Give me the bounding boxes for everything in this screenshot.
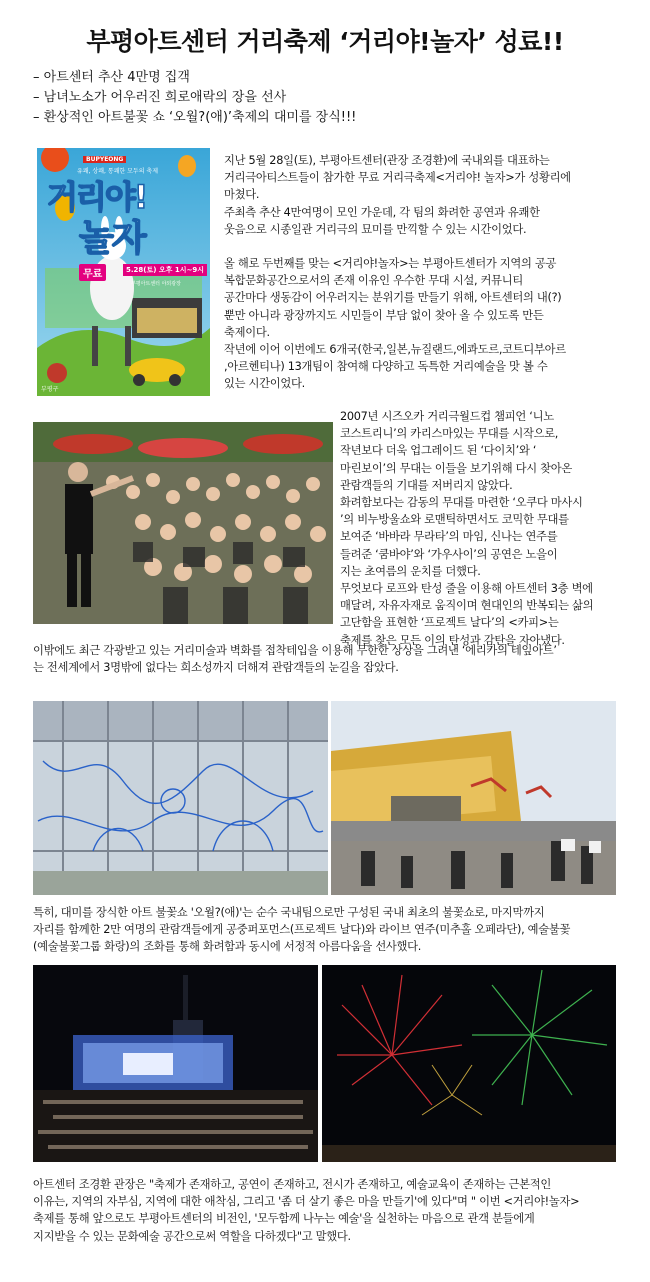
text-line: 특히, 대미를 장식한 아트 불꽃쇼 '오월?(애)'는 순수 국내팀으로만 구성된 국내 최초의 불꽃쇼로, 마지막까지 [33, 906, 545, 919]
poster-free-badge: 무료 [79, 264, 106, 281]
text-line: 지는 초여름의 운치를 더했다. [340, 564, 481, 578]
text-line: 축제를 찾은 모든 이의 탄성과 감탄을 자아냈다. [340, 633, 565, 647]
tape-art-glass-photo [33, 701, 328, 895]
paragraph-tape-art [33, 642, 643, 676]
bullet-item: – 아트센터 추산 4만명 집객 [33, 70, 190, 85]
text-line: (예술불꽃그룹 화랑)의 조화를 통해 화려함과 동시에 서정적 아름다움을 선사했다. [33, 940, 422, 954]
text-line: 무엇보다 로프와 탄성 줄을 이용해 아트센터 3층 벽에 [340, 582, 593, 596]
text-line: 매달려, 자유자재로 움직이며 현대인의 반복되는 삶의 [340, 599, 594, 613]
text-line: 관람객들의 기대를 저버리지 않았다. [340, 478, 513, 492]
text-line: 는 전세계에서 3명밖에 없다는 희소성까지 더해져 관람객들의 눈길을 잡았다. [33, 661, 399, 675]
bullet-item: – 환상적인 아트불꽃 쇼 ‘오월?(애)’축제의 대미를 장식!!! [33, 110, 357, 125]
text-line: 아트센터 조경환 관장은 "축제가 존재하고, 공연이 존재하고, 전시가 존재하고, 예술교육이 존재하는 근본적인 [33, 1178, 551, 1191]
text-line: 이밖에도 최근 각광받고 있는 거리미술과 벽화를 접착테입을 이용해 무한한 상상을 그려낸 ‘에리카의 테잎아트’ [33, 644, 557, 657]
text-line: 마쳤다. [224, 188, 260, 202]
text-line: 2007년 시즈오카 거리극월드컵 챔피언 ‘니노 [340, 410, 554, 423]
fireworks-photo [322, 965, 616, 1162]
text-line: 이유는, 지역의 자부심, 지역에 대한 애착심, 그리고 '좀 더 살기 좋은 마을 만들기'에 있다"며 " 이번 <거리야!놀자> [33, 1195, 580, 1209]
poster-top-text: 유쾌, 상쾌, 통쾌한 모두의 축제 [77, 168, 158, 175]
poster-venue: 부평아트센터 야외광장 [131, 281, 181, 287]
text-line: 복합문화공간으로서의 존재 이유인 우수한 무대 시설, 커뮤니티 [224, 274, 523, 288]
poster-brand: BUPYEONG [83, 156, 126, 163]
poster-title-line1: 거리야! [47, 178, 147, 216]
night-concert-photo [33, 965, 318, 1162]
bullet-item: – 남녀노소가 어우러진 희로애락의 장을 선사 [33, 90, 287, 105]
festival-poster-image [37, 148, 210, 396]
text-line: 화려함보다는 감동의 무대를 마련한 ‘오쿠다 마사시 [340, 496, 583, 510]
poster-logo: 부평구 [41, 386, 59, 393]
text-line: 공간마다 생동감이 어우러지는 분위기를 만들기 위해, 아트센터의 내(?) [224, 291, 562, 305]
summary-bullets [33, 68, 633, 128]
paragraph-intro [224, 152, 629, 393]
text-line: 축제이다. [224, 325, 270, 339]
text-line: 작년에 이어 이번에도 6개국(한국,일본,뉴질랜드,에콰도르,코트디부아르 [224, 343, 566, 357]
poster-title-line2: 놀자 [79, 218, 145, 259]
text-line: 보여준 ‘바바라 무라타’의 마임, 신나는 연주를 [340, 530, 558, 544]
paragraph-director-quote [33, 1176, 643, 1245]
text-line: 축제를 통해 앞으로도 부평아트센터의 비전인, '모두함께 나누는 예술'을 실천하는 마음으로 관객 분들에게 [33, 1212, 535, 1226]
text-line: 올 해로 두번째를 맞는 <거리야!놀자>는 부평아트센터가 지역의 공공 [224, 257, 557, 271]
text-line: ’의 비누방울쇼와 로맨틱하면서도 코믹한 무대를 [340, 513, 569, 527]
text-line: ,아르헨티나) 13개팀이 참여해 다양하고 독특한 거리예술을 맛 볼 수 [224, 360, 548, 374]
poster-date: 5.28(토) 오후 1시~9시 [123, 264, 207, 276]
text-line: 고단함을 표현한 ‘프로젝트 날다’의 <카피>는 [340, 616, 559, 630]
text-line: 있는 시간이었다. [224, 377, 305, 391]
text-line: 코스트리니’의 카리스마있는 무대를 시작으로, [340, 427, 559, 441]
text-line: 마린보이’의 무대는 이들을 보기위해 다시 찾아온 [340, 461, 573, 475]
text-line: 들려준 ‘쿰바야’와 ‘가우사이’의 공연은 노을이 [340, 547, 558, 561]
text-line: 지난 5월 28일(토), 부평아트센터(관장 조경환)에 국내외를 대표하는 [224, 154, 550, 167]
paragraph-performances [340, 408, 640, 649]
text-line: 자리를 함께한 2만 여명의 관람객들에게 공중퍼포먼스(프로젝트 날다)와 라이브 연주(미추홀 오페라단), 예술불꽃 [33, 923, 571, 937]
text-line: 작년보다 더욱 업그레이드 된 ‘다이치’와 ‘ [340, 444, 537, 458]
art-center-building-photo [331, 701, 616, 895]
text-line: 지지받을 수 있는 문화예술 공간으로써 역할을 다하겠다"고 말했다. [33, 1229, 351, 1243]
text-line: 웃음으로 시종일관 거리극의 묘미를 만끽할 수 있는 시간이었다. [224, 222, 527, 236]
text-line: 주최측 추산 4만여명이 모인 가운데, 각 팀의 화려한 공연과 유쾌한 [224, 205, 540, 219]
street-performance-photo [33, 422, 333, 624]
paragraph-fireworks [33, 904, 643, 956]
page-title: 부평아트센터 거리축제 ‘거리야!놀자’ 성료!! [86, 27, 564, 56]
text-line: 거리극아티스트들이 참가한 무료 거리극축제<거리야! 놀자>가 성황리에 [224, 171, 571, 185]
text-line: 뿐만 아니라 광장까지도 시민들이 부담 없이 찾아 올 수 있도록 만든 [224, 308, 544, 322]
